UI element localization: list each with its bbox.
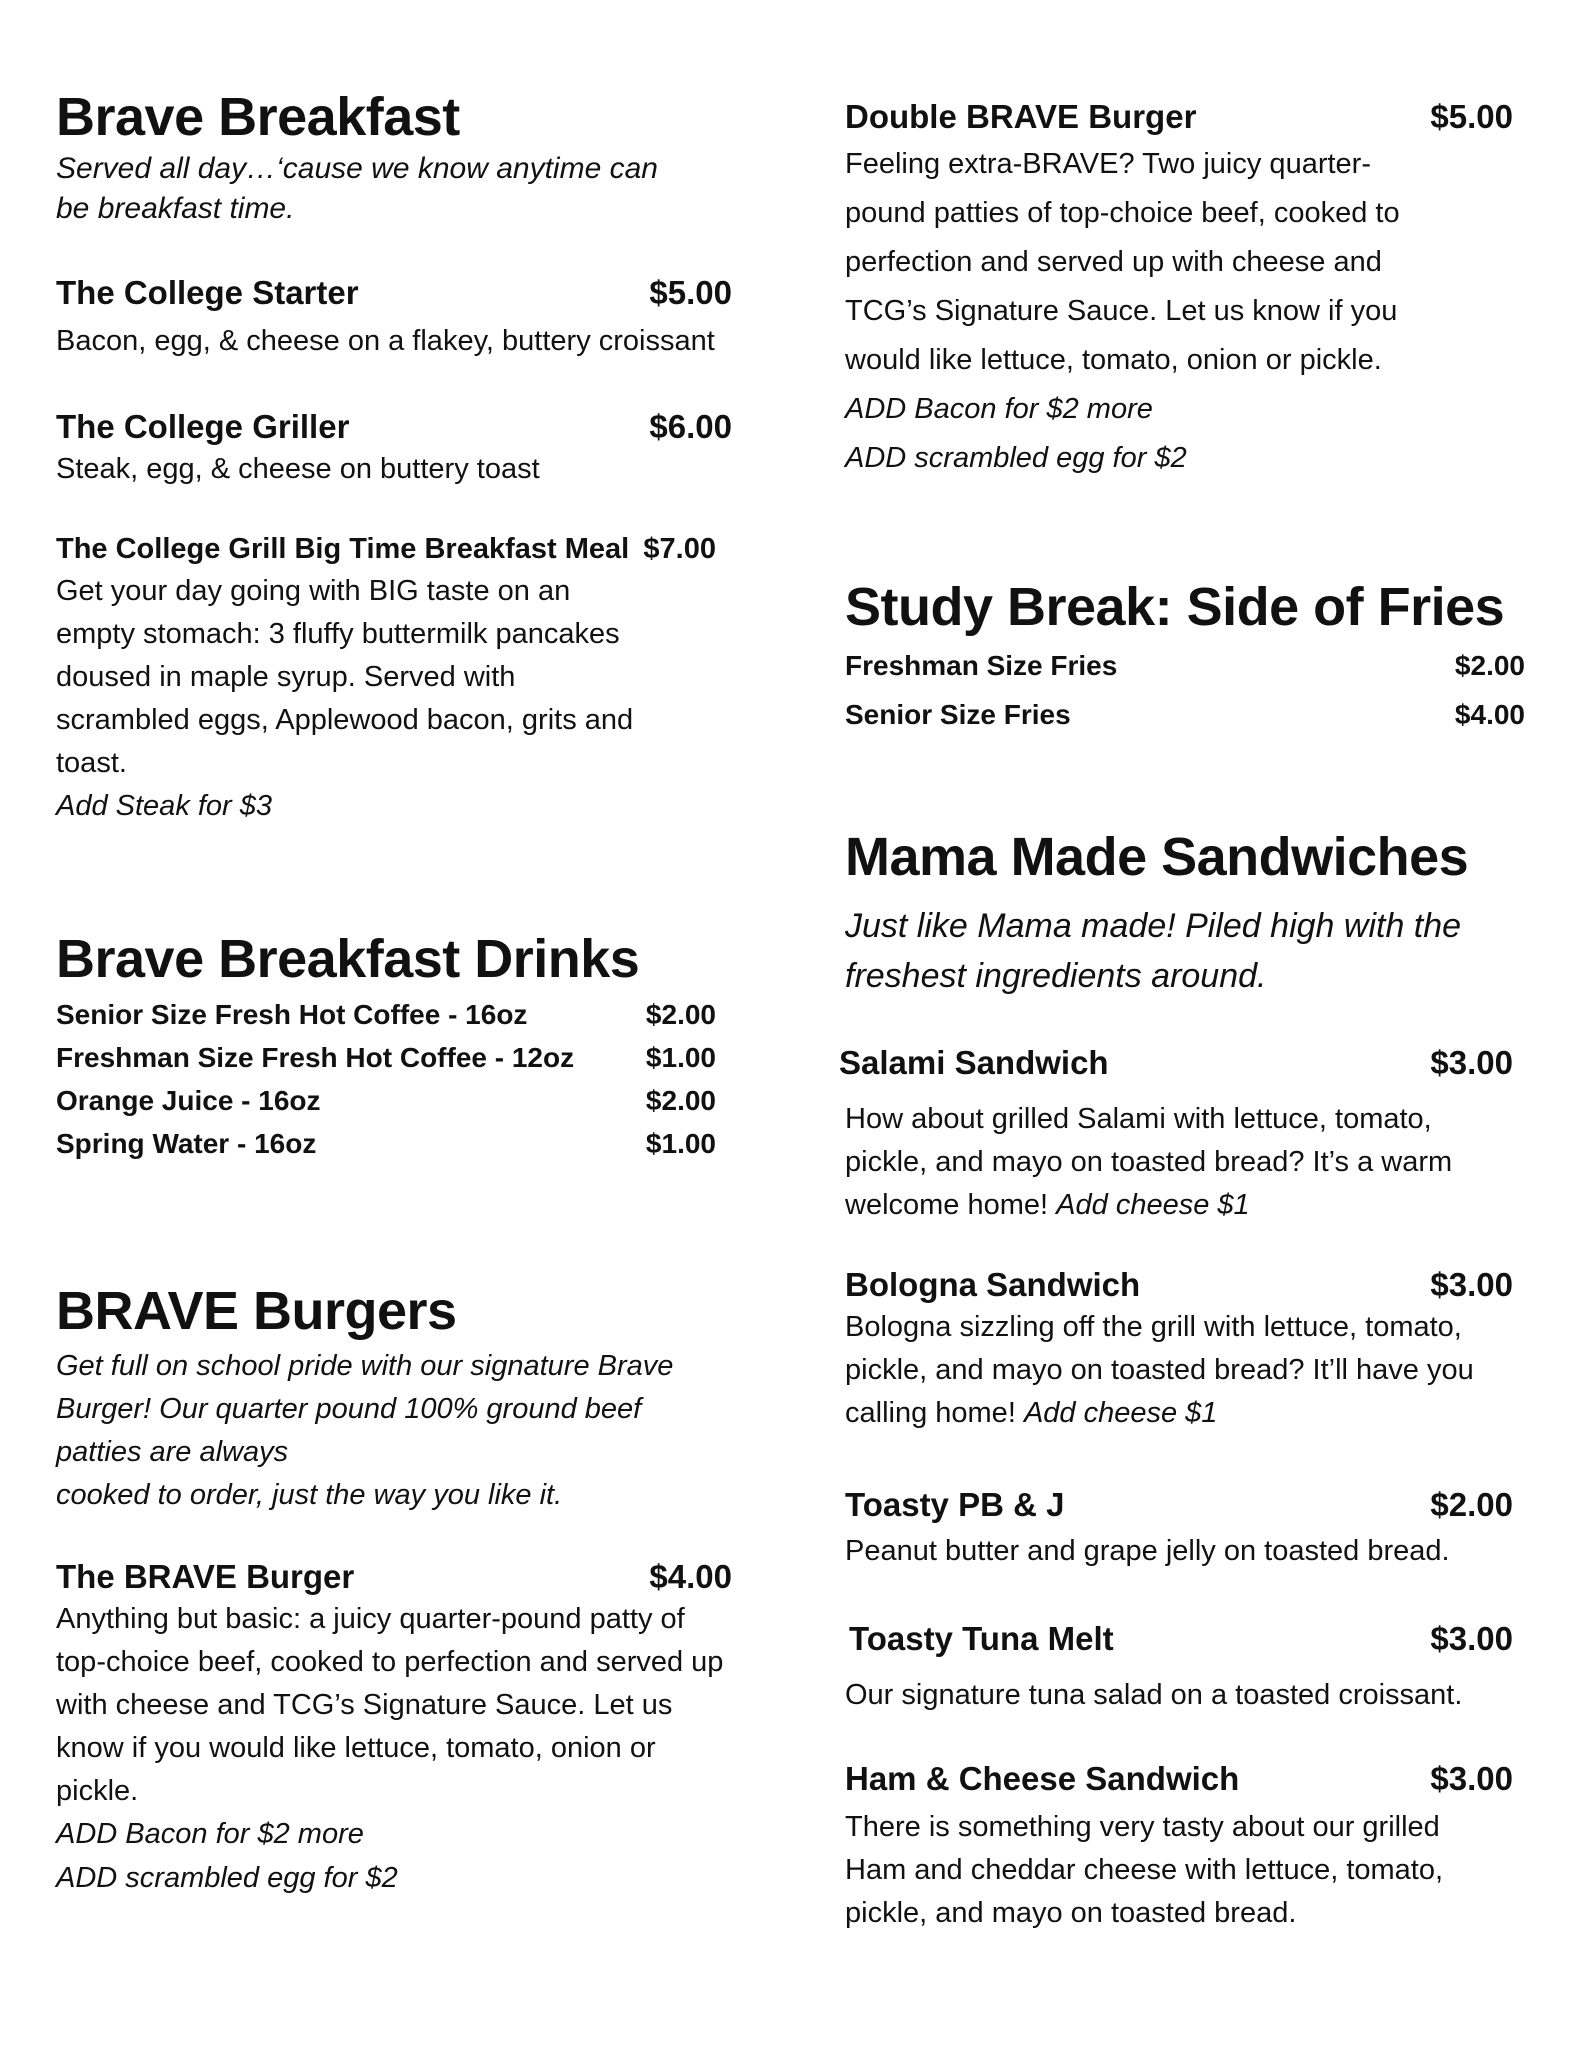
fry-name: Freshman Size Fries bbox=[845, 650, 1118, 682]
menu-item bbox=[849, 1618, 1513, 1660]
item-description-block bbox=[845, 1674, 1513, 1717]
item-name: The College Griller bbox=[56, 408, 350, 445]
item-price: $5.00 bbox=[1430, 98, 1513, 135]
item-description: Anything but basic: a juicy quarter-pound patty of top-choice beef, cooked to perfection and served up with cheese and TCG’s Signature Sauce. Let us know if you would like lettuce, tomato, onion or pickle. bbox=[56, 1603, 724, 1807]
item-name: Toasty PB & J bbox=[845, 1486, 1065, 1523]
drink-name: Orange Juice - 16oz bbox=[56, 1085, 321, 1117]
sandwiches-subtitle: Just like Mama made! Piled high with the freshest ingredients around. bbox=[845, 907, 1462, 996]
fry-row bbox=[845, 690, 1525, 739]
item-note: ADD Bacon for $2 more bbox=[845, 393, 1153, 425]
burgers-section bbox=[56, 1282, 728, 1517]
item-header bbox=[56, 528, 716, 570]
drink-price: $1.00 bbox=[645, 1128, 716, 1160]
item-header bbox=[839, 1042, 1513, 1084]
item-description-block bbox=[845, 1098, 1485, 1227]
item-price: $2.00 bbox=[1430, 1486, 1513, 1523]
drink-row bbox=[56, 1122, 716, 1165]
item-name: The College Starter bbox=[56, 274, 359, 311]
drinks-section bbox=[56, 930, 716, 1165]
item-header bbox=[845, 96, 1513, 138]
drink-row bbox=[56, 1079, 716, 1122]
item-description: Peanut butter and grape jelly on toasted bread. bbox=[845, 1535, 1450, 1567]
menu-item bbox=[845, 1758, 1513, 1935]
menu-item bbox=[56, 272, 732, 363]
item-header bbox=[56, 1556, 732, 1598]
item-header bbox=[845, 1484, 1513, 1526]
item-note: Add cheese $1 bbox=[1056, 1189, 1250, 1221]
item-name: Toasty Tuna Melt bbox=[849, 1620, 1114, 1657]
item-name: The BRAVE Burger bbox=[56, 1558, 355, 1595]
item-name: Ham & Cheese Sandwich bbox=[845, 1760, 1240, 1797]
item-header bbox=[845, 1758, 1513, 1800]
item-note: ADD Bacon for $2 more bbox=[56, 1818, 364, 1850]
drink-price: $1.00 bbox=[645, 1042, 716, 1074]
menu-item bbox=[56, 406, 732, 491]
item-note: Add cheese $1 bbox=[1023, 1397, 1218, 1429]
breakfast-section bbox=[56, 88, 736, 229]
menu-item bbox=[845, 96, 1513, 483]
item-header bbox=[56, 272, 732, 314]
item-price: $3.00 bbox=[1430, 1620, 1513, 1657]
fries-title: Study Break: Side of Fries bbox=[845, 577, 1505, 637]
breakfast-subtitle: Served all day…‘cause we know anytime can be breakfast time. bbox=[56, 152, 658, 226]
fry-price: $2.00 bbox=[1454, 650, 1525, 682]
item-description-text: Bologna sizzling off the grill with lettuce, tomato, pickle, and mayo on toasted bread? It’ll have you calling home! bbox=[845, 1311, 1474, 1429]
item-note: ADD scrambled egg for $2 bbox=[56, 1862, 398, 1894]
drink-price: $2.00 bbox=[645, 1085, 716, 1117]
drink-row bbox=[56, 1036, 716, 1079]
item-note: ADD scrambled egg for $2 bbox=[845, 442, 1187, 474]
item-description: Bacon, egg, & cheese on a flakey, buttery croissant bbox=[56, 325, 715, 357]
sandwiches-section bbox=[845, 828, 1525, 1001]
item-name: Salami Sandwich bbox=[839, 1044, 1109, 1081]
menu-item bbox=[845, 1484, 1513, 1573]
drink-name: Freshman Size Fresh Hot Coffee - 12oz bbox=[56, 1042, 575, 1074]
item-price: $3.00 bbox=[1430, 1044, 1513, 1081]
fry-price: $4.00 bbox=[1454, 699, 1525, 731]
drink-row bbox=[56, 993, 716, 1036]
item-description: Steak, egg, & cheese on buttery toast bbox=[56, 453, 540, 485]
item-name: Double BRAVE Burger bbox=[845, 98, 1197, 135]
menu-item bbox=[845, 1264, 1513, 1435]
menu-item bbox=[56, 1556, 732, 1899]
fry-name: Senior Size Fries bbox=[845, 699, 1071, 731]
item-description bbox=[845, 1306, 1505, 1435]
item-price: $3.00 bbox=[1430, 1760, 1513, 1797]
item-description: There is something very tasty about our grilled Ham and cheddar cheese with lettuce, tomato, pickle, and mayo on toasted bread. bbox=[845, 1811, 1444, 1929]
item-description bbox=[845, 1098, 1485, 1227]
item-description: Feeling extra-BRAVE? Two juicy quarter-pound patties of top-choice beef, cooked to perfection and served up with cheese and TCG’s Signature Sauce. Let us know if you would like lettuce, tomato, onion or pickle. bbox=[845, 148, 1400, 376]
breakfast-title: Brave Breakfast bbox=[56, 87, 460, 147]
burgers-subtitle: cooked to order, just the way you like it. bbox=[56, 1479, 563, 1512]
item-header bbox=[56, 406, 732, 448]
menu-item bbox=[839, 1042, 1513, 1084]
item-description-text: How about grilled Salami with lettuce, tomato, pickle, and mayo on toasted bread? It’s a warm welcome home! bbox=[845, 1103, 1453, 1221]
sandwiches-title: Mama Made Sandwiches bbox=[845, 827, 1469, 887]
item-description: Our signature tuna salad on a toasted croissant. bbox=[845, 1679, 1463, 1711]
drink-name: Spring Water - 16oz bbox=[56, 1128, 317, 1160]
item-price: $3.00 bbox=[1430, 1266, 1513, 1303]
item-header bbox=[845, 1264, 1513, 1306]
drinks-title: Brave Breakfast Drinks bbox=[56, 929, 640, 989]
item-price: $4.00 bbox=[649, 1558, 732, 1595]
item-description: Get your day going with BIG taste on an empty stomach: 3 fluffy buttermilk pancakes doused in maple syrup. Served with scrambled eggs, Applewood bacon, grits and toast. bbox=[56, 575, 634, 779]
drink-price: $2.00 bbox=[645, 999, 716, 1031]
menu-item bbox=[56, 528, 716, 827]
burgers-subtitle: Get full on school pride with our signature Brave Burger! Our quarter pound 100% ground beef patties are always bbox=[56, 1350, 674, 1469]
fries-section bbox=[845, 578, 1525, 739]
item-name: The College Grill Big Time Breakfast Meal bbox=[56, 533, 630, 565]
item-note: Add Steak for $3 bbox=[56, 790, 273, 822]
fry-row bbox=[845, 641, 1525, 690]
item-price: $6.00 bbox=[649, 408, 732, 445]
item-price: $7.00 bbox=[643, 533, 716, 565]
item-header bbox=[849, 1618, 1513, 1660]
item-price: $5.00 bbox=[649, 274, 732, 311]
item-name: Bologna Sandwich bbox=[845, 1266, 1141, 1303]
drink-name: Senior Size Fresh Hot Coffee - 16oz bbox=[56, 999, 528, 1031]
burgers-title: BRAVE Burgers bbox=[56, 1281, 457, 1341]
